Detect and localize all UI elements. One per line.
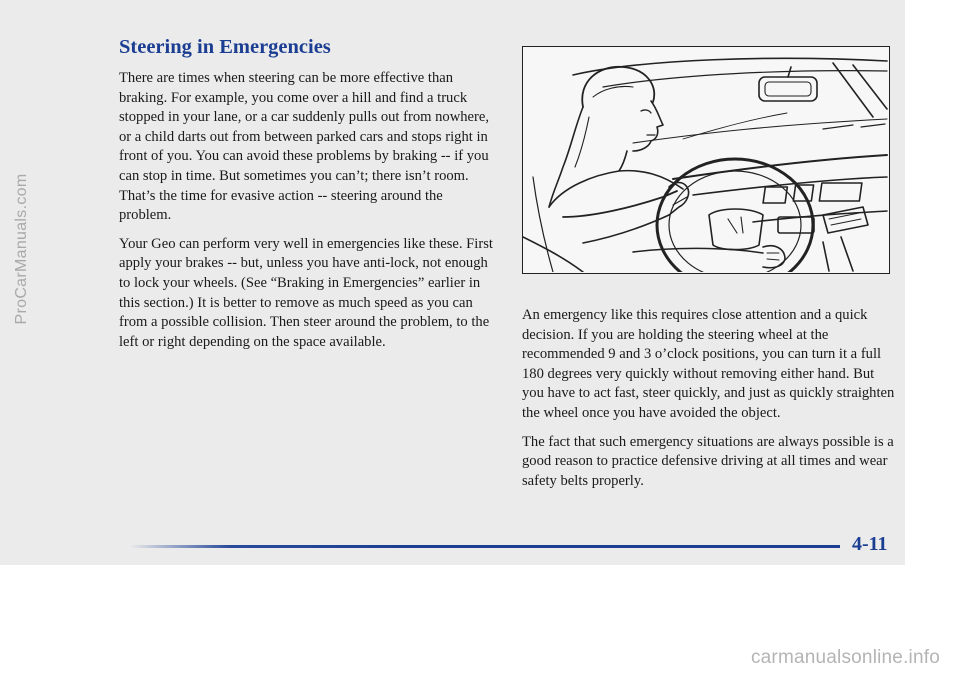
side-watermark: ProCarManuals.com	[13, 173, 30, 325]
footer-watermark: carmanualsonline.info	[750, 647, 940, 668]
page-number: 4-11	[852, 533, 888, 555]
section-heading: Steering in Emergencies	[119, 36, 331, 58]
driver-steering-illustration	[522, 46, 890, 274]
right-column	[522, 306, 898, 500]
left-paragraph-1: There are times when steering can be more effective than braking. For example, you come over a hill and find a truck stopped in your lane, or a car suddenly pulls out from nowhere, or a child darts out from between parked cars and stops right in front of you. You can avoid these problems by braking -- if you can stop in time. But sometimes you can’t; there isn’t room. That’s the time for evasive action -- steering around the problem.	[119, 70, 490, 224]
right-paragraph-1: An emergency like this requires close attention and a quick decision. If you are holding the steering wheel at the recommended 9 and 3 o’clock positions, you can turn it a full 180 degrees very quickly without removing either hand. But you have to act fast, steer quickly, and just as quickly straighten the wheel once you have avoided the object.	[522, 307, 895, 421]
right-paragraph-2: The fact that such emergency situations are always possible is a good reason to practice defensive driving at all times and wear safety belts properly.	[522, 433, 894, 489]
footer-rule	[130, 545, 840, 548]
left-paragraph-2: Your Geo can perform very well in emergencies like these. First apply your brakes -- but, unless you have anti-lock, not enough to lock your wheels. (See “Braking in Emergencies” earlier in this section.) It is better to remove as much speed as you can from a possible collision. Then steer around the problem, to the left or right depending on the space available.	[119, 235, 493, 350]
left-column	[119, 34, 497, 361]
